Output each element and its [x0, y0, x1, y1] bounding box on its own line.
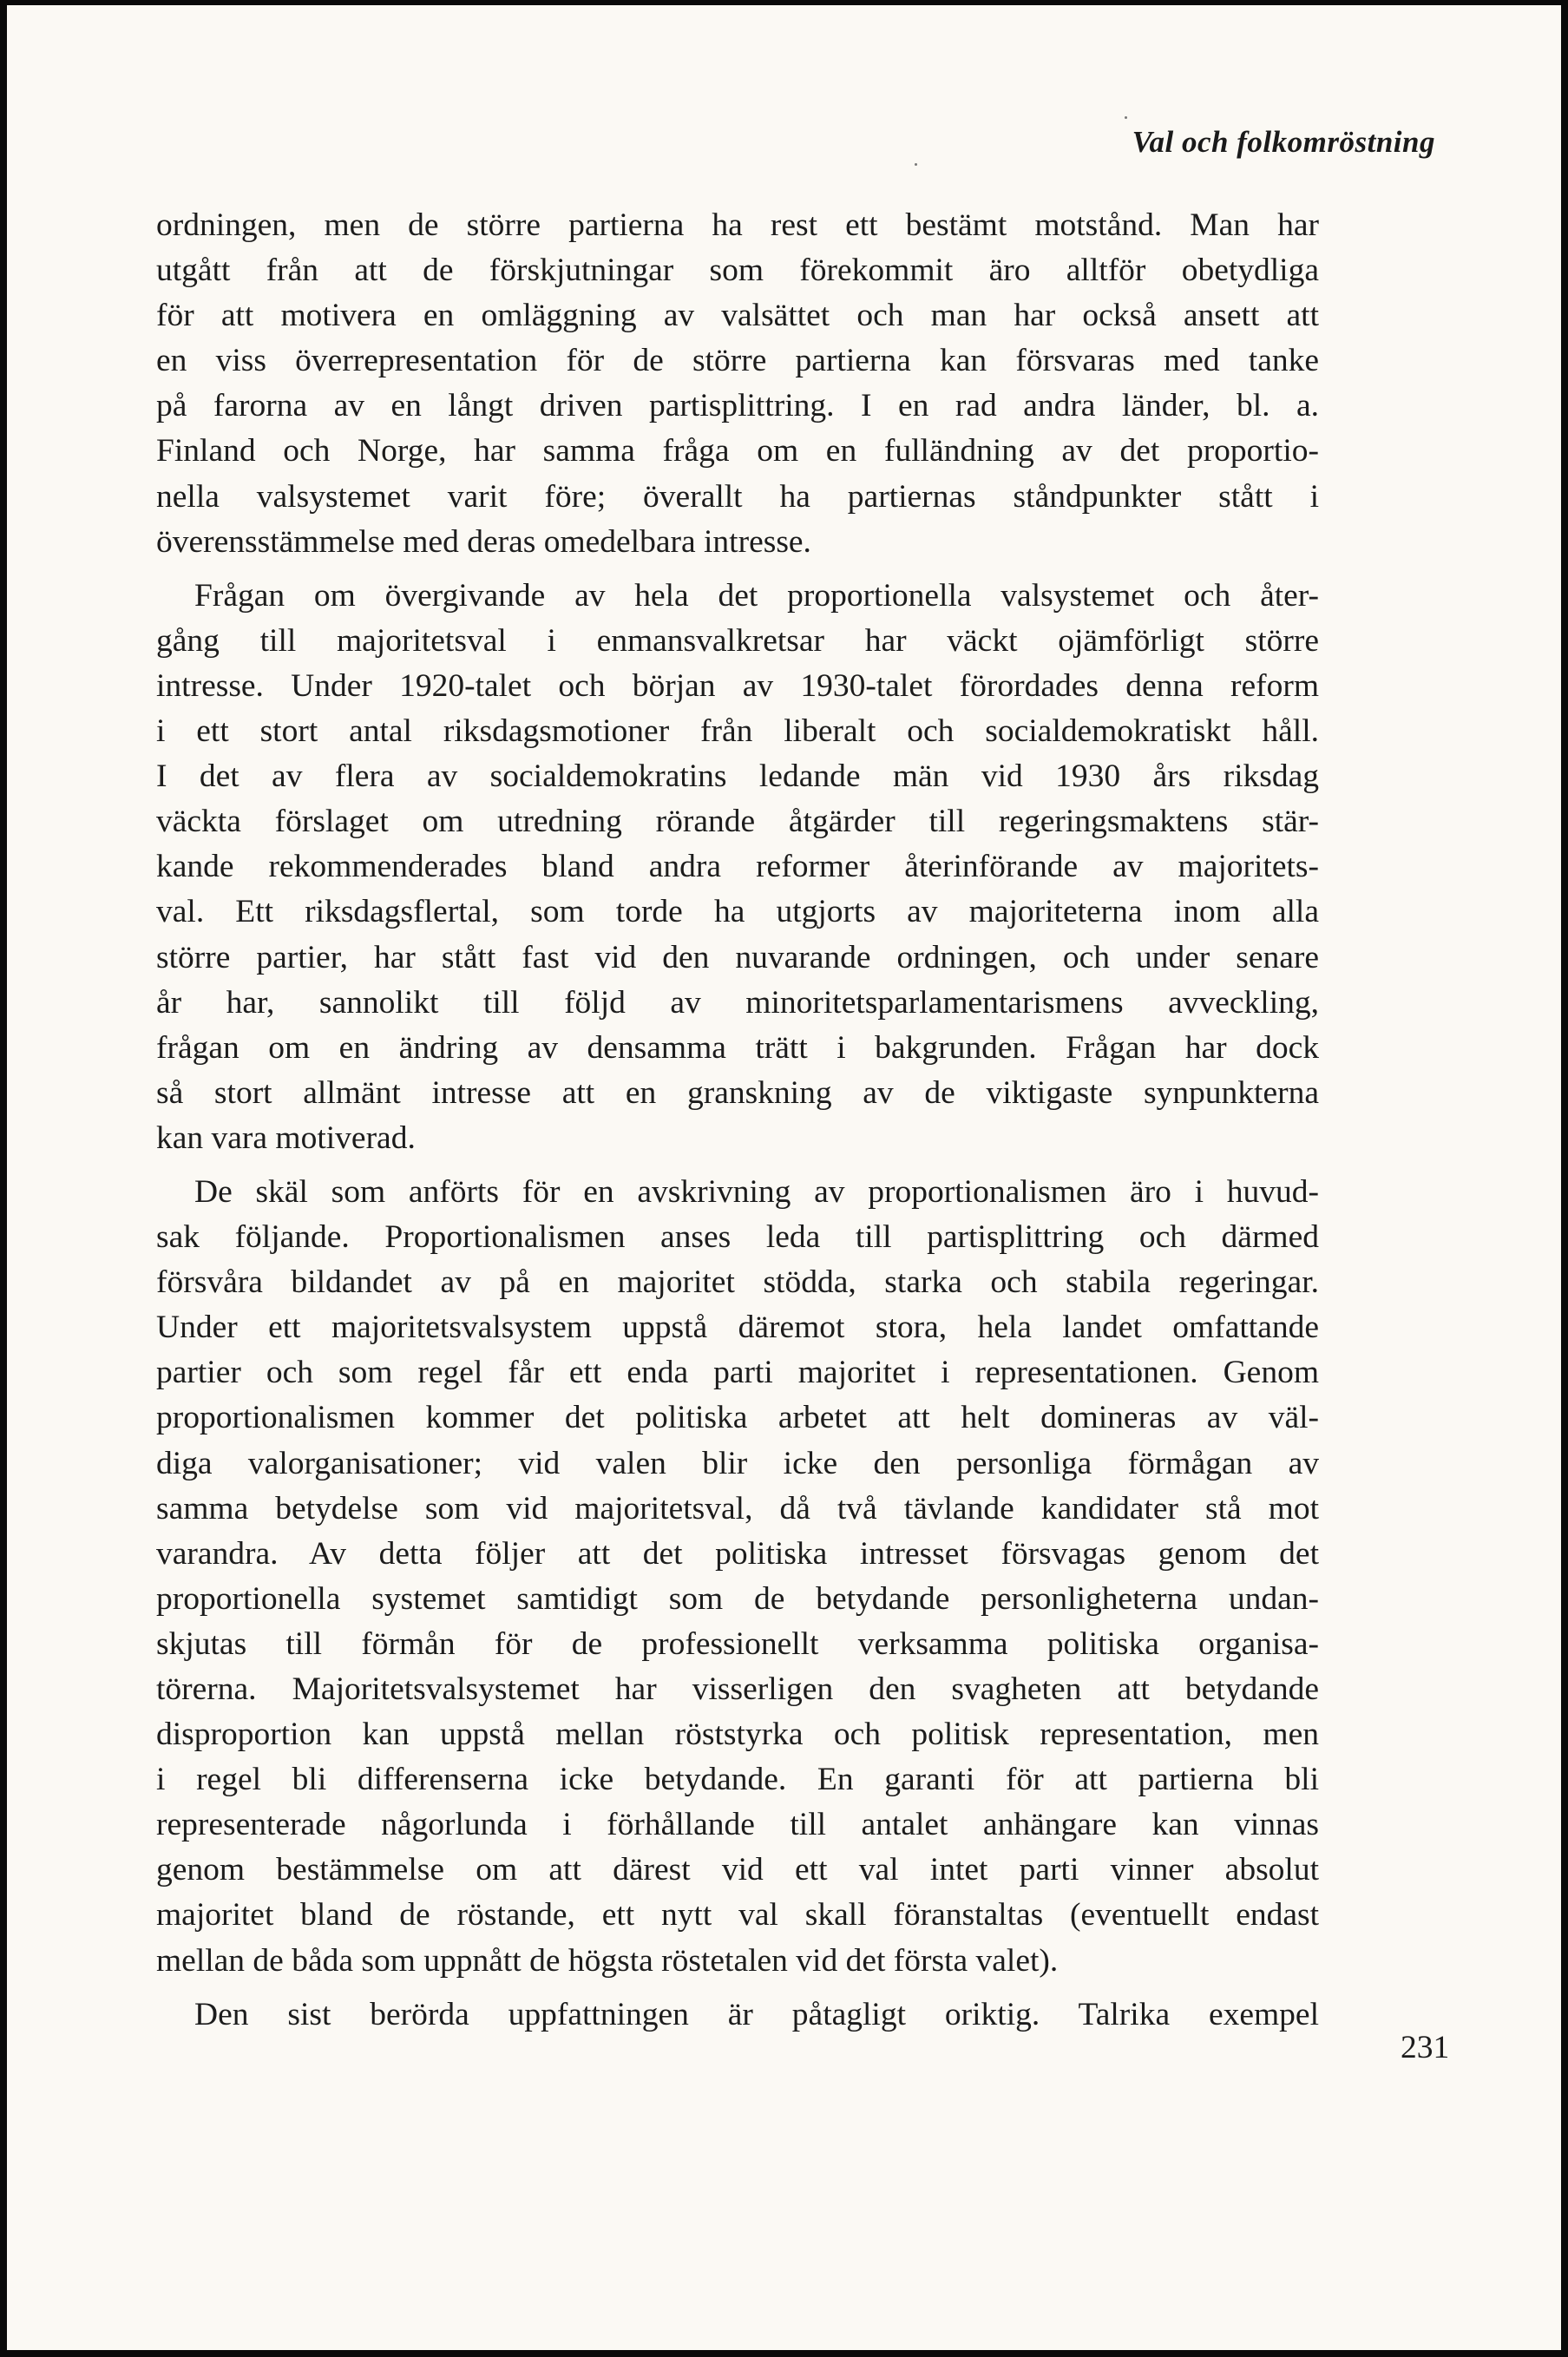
text-line: en viss överrepresentation för de större partierna kan försvaras med tanke: [156, 343, 1319, 379]
text-line: Frågan om övergivande av hela det proportionella valsystemet och åter-: [194, 577, 1319, 614]
text-line: Den sist berörda uppfattningen är påtagligt oriktig. Talrika exempel: [194, 1996, 1319, 2032]
text-line: på farorna av en långt driven partisplittring. I en rad andra länder, bl. a.: [156, 388, 1319, 424]
text-line: större partier, har stått fast vid den nuvarande ordningen, och under senare: [156, 939, 1319, 975]
text-line: gång till majoritetsval i enmansvalkretsar har väckt ojämförligt större: [156, 622, 1319, 659]
text-line: varandra. Av detta följer att det politiska intresset försvagas genom det: [156, 1535, 1319, 1572]
text-line: genom bestämmelse om att därest vid ett val intet parti vinner absolut: [156, 1852, 1319, 1888]
text-line: majoritet bland de röstande, ett nytt val skall föranstaltas (eventuellt endast: [156, 1897, 1319, 1934]
text-line: proportionalismen kommer det politiska arbetet att helt domineras av väl-: [156, 1400, 1319, 1436]
text-line: år har, sannolikt till följd av minoritetsparlamentarismens avveckling,: [156, 984, 1319, 1021]
text-line: skjutas till förmån för de professionellt verksamma politiska organisa-: [156, 1625, 1319, 1662]
text-line: val. Ett riksdagsflertal, som torde ha utgjorts av majoriteterna inom alla: [156, 894, 1319, 930]
text-line: törerna. Majoritetsvalsystemet har visserligen den svagheten att betydande: [156, 1671, 1319, 1707]
text-line: för att motivera en omläggning av valsättet och man har också ansett att: [156, 298, 1319, 334]
paragraph-gap: [156, 1984, 1319, 1993]
scan-speck: [1125, 116, 1127, 119]
text-line: proportionella systemet samtidigt som de betydande personligheterna undan-: [156, 1580, 1319, 1617]
text-line: ordningen, men de större partierna ha rest ett bestämt motstånd. Man har: [156, 207, 1319, 243]
text-line: kande rekommenderades bland andra reformer återinförande av majoritets-: [156, 849, 1319, 885]
text-line: i regel bli differenserna icke betydande. En garanti för att partierna bli: [156, 1762, 1319, 1798]
text-line: försvåra bildandet av på en majoritet stödda, starka och stabila regeringar.: [156, 1264, 1319, 1301]
paragraph: [156, 574, 1319, 1161]
paragraph: [156, 1993, 1319, 2038]
text-line: nella valsystemet varit före; överallt ha partiernas ståndpunkter stått i: [156, 478, 1319, 515]
document-page: [7, 5, 1561, 2350]
text-line: i ett stort antal riksdagsmotioner från liberalt och socialdemokratiskt håll.: [156, 713, 1319, 750]
text-line: samma betydelse som vid majoritetsval, då två tävlande kandidater stå mot: [156, 1490, 1319, 1526]
text-line: väckta förslaget om utredning rörande åtgärder till regeringsmaktens stär-: [156, 804, 1319, 840]
text-line: sak följande. Proportionalismen anses leda till partisplittring och därmed: [156, 1219, 1319, 1256]
text-line: disproportion kan uppstå mellan röststyrka och politisk representation, men: [156, 1717, 1319, 1753]
text-line: diga valorganisationer; vid valen blir icke den personliga förmågan av: [156, 1445, 1319, 1481]
text-line: kan vara motiverad.: [156, 1119, 416, 1156]
running-head: Val och folkomröstning: [1132, 125, 1435, 159]
text-line: Under ett majoritetsvalsystem uppstå däremot stora, hela landet omfattande: [156, 1310, 1319, 1346]
paragraph: [156, 203, 1319, 565]
text-line: frågan om en ändring av densamma trätt i bakgrunden. Frågan har dock: [156, 1029, 1319, 1066]
paragraph: [156, 1170, 1319, 1984]
paragraph-gap: [156, 1161, 1319, 1170]
text-line: utgått från att de förskjutningar som förekommit äro alltför obetydliga: [156, 253, 1319, 289]
text-line: intresse. Under 1920-talet och början av 1930-talet förordades denna reform: [156, 667, 1319, 704]
text-line: I det av flera av socialdemokratins ledande män vid 1930 års riksdag: [156, 758, 1319, 795]
paragraph-gap: [156, 565, 1319, 574]
text-line: Finland och Norge, har samma fråga om en fulländning av det proportio-: [156, 433, 1319, 469]
text-line: De skäl som anförts för en avskrivning av proportionalismen äro i huvud-: [194, 1173, 1319, 1210]
text-line: representerade någorlunda i förhållande till antalet anhängare kan vinnas: [156, 1807, 1319, 1843]
scan-speck: [915, 163, 917, 166]
page-number: 231: [1401, 2030, 1450, 2065]
text-line: så stort allmänt intresse att en granskning av de viktigaste synpunkterna: [156, 1074, 1319, 1111]
text-line: överensstämmelse med deras omedelbara intresse.: [156, 523, 811, 560]
text-line: partier och som regel får ett enda parti majoritet i representationen. Genom: [156, 1355, 1319, 1391]
text-line: mellan de båda som uppnått de högsta röstetalen vid det första valet).: [156, 1942, 1059, 1979]
body-text: [156, 203, 1319, 2038]
